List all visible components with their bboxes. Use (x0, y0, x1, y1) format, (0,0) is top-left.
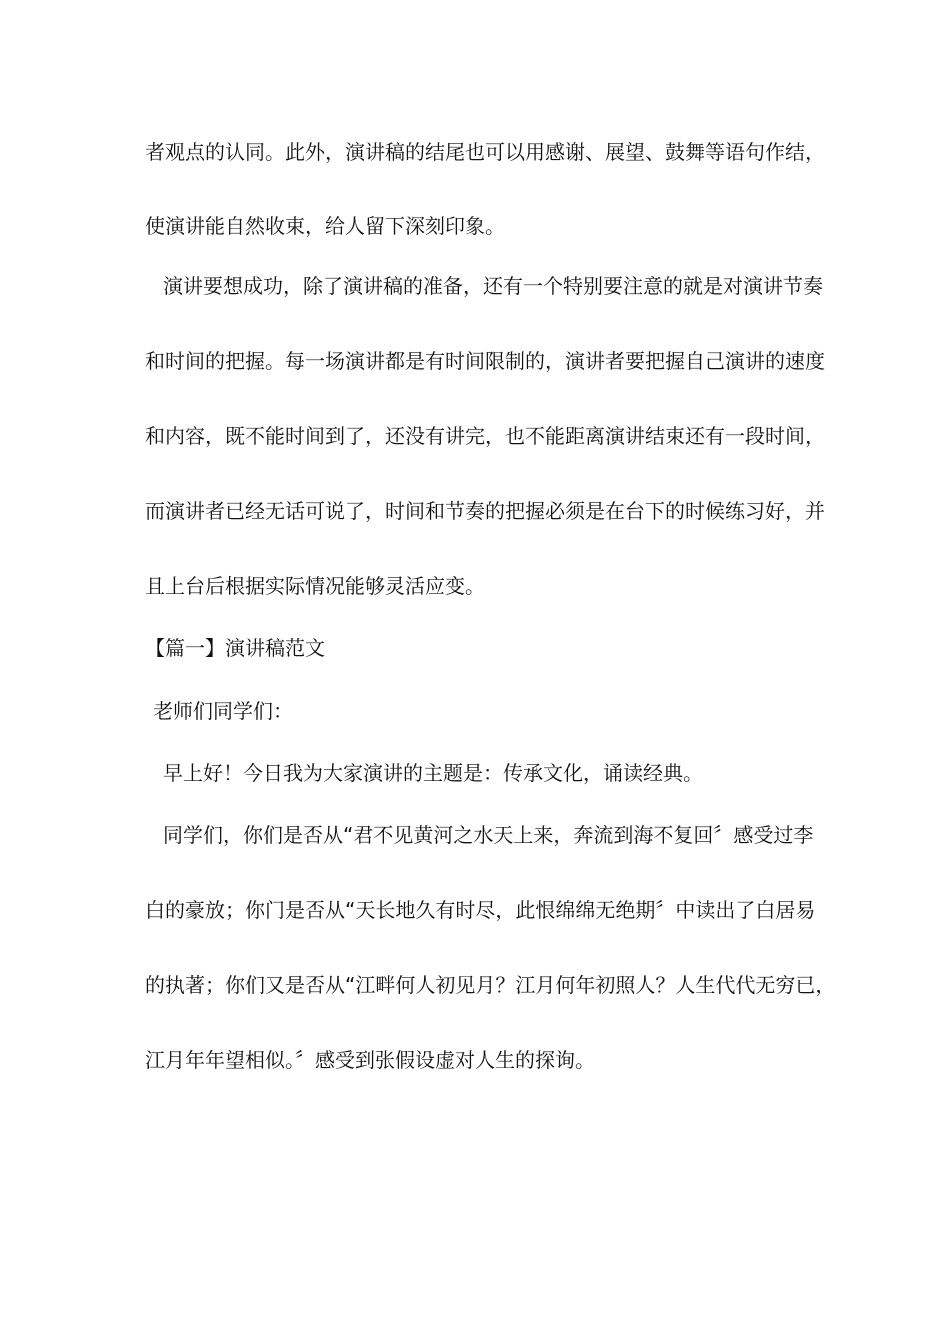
text-line-7: 且上台后根据实际情况能够灵活应变。 (145, 574, 485, 598)
paragraph-start-line: 同学们，你们是否从“君不见黄河之水天上来，奔流到海不复回〞感受过李 (163, 823, 814, 847)
section-heading: 【篇一】演讲稿范文 (145, 636, 325, 660)
text-line-6: 而演讲者已经无话可说了，时间和节奏的把握必须是在台下的时候练习好，并 (145, 499, 825, 523)
text-line-12: 白的豪放；你门是否从“天长地久有时尽，此恨绵绵无绝期〞中读出了白居易 (145, 898, 816, 922)
text-line-13: 的执著；你们又是否从“江畔何人初见月？江月何年初照人？人生代代无穷已， (145, 973, 836, 997)
greeting-line: 早上好！今日我为大家演讲的主题是：传承文化，诵读经典。 (163, 761, 703, 785)
text-line-5: 和内容，既不能时间到了，还没有讲完，也不能距离演讲结束还有一段时间， (145, 424, 825, 448)
text-line-4: 和时间的把握。每一场演讲都是有时间限制的，演讲者要把握自己演讲的速度 (145, 349, 825, 373)
paragraph-start-line: 演讲要想成功，除了演讲稿的准备，还有一个特别要注意的就是对演讲节奏 (163, 274, 823, 298)
text-line-14: 江月年年望相似。〞感受到张假设虚对人生的探询。 (145, 1048, 595, 1072)
text-line-1: 者观点的认同。此外，演讲稿的结尾也可以用感谢、展望、鼓舞等语句作结， (145, 140, 825, 164)
text-line-2: 使演讲能自然收束，给人留下深刻印象。 (145, 214, 505, 238)
salutation-line: 老师们同学们： (153, 699, 293, 723)
